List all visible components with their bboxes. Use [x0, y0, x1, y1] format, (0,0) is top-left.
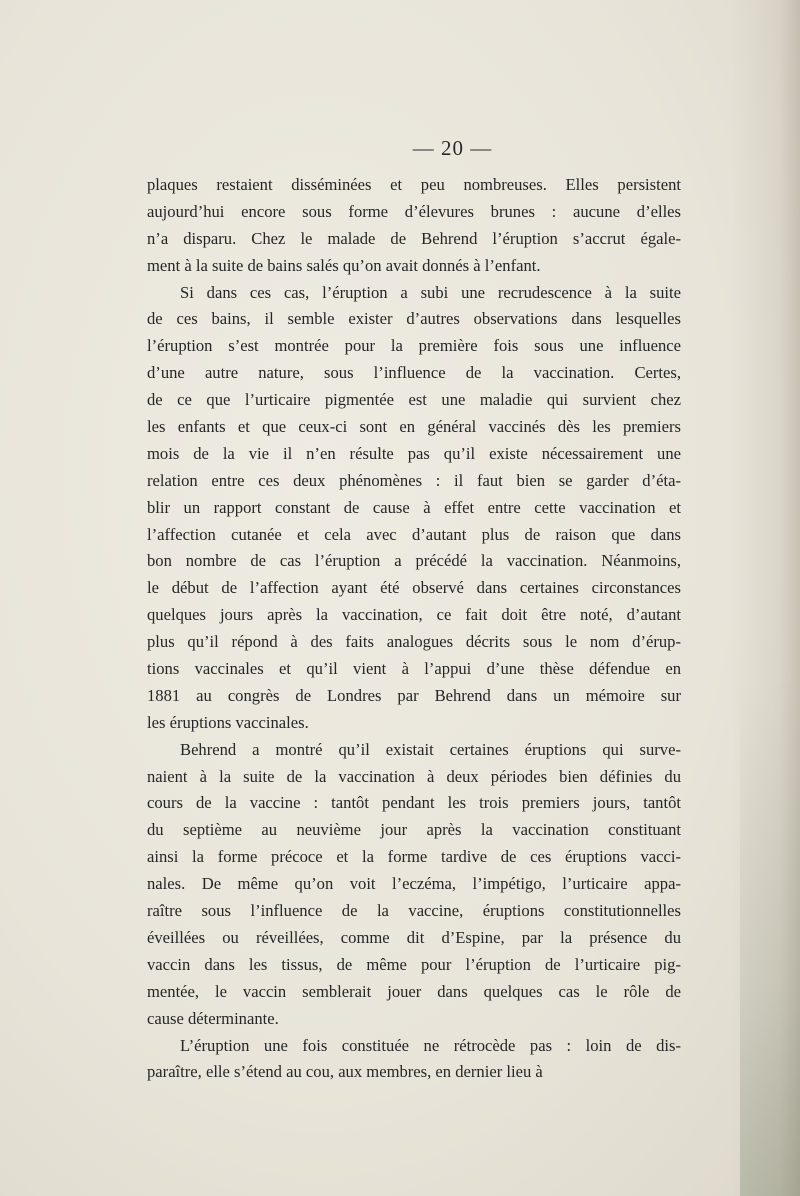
text-line: plus qu’il répond à des faits analogues décrits sous le nom d’érup-: [147, 632, 681, 652]
paragraph: [147, 280, 681, 737]
text-line: Si dans ces cas, l’éruption a subi une recrudescence à la suite: [180, 282, 681, 302]
text-line: plaques restaient disséminées et peu nombreuses. Elles persistent: [147, 175, 681, 194]
text-line: tions vaccinales et qu’il vient à l’appui d’une thèse défendue en: [147, 659, 681, 679]
text-line: l’affection cutanée et cela avec d’autant plus de raison que dans: [147, 524, 681, 544]
text-line: mentée, le vaccin semblerait jouer dans quelques cas le rôle de: [147, 981, 681, 1001]
text-line: l’éruption s’est montrée pour la première fois sous une influence: [147, 336, 681, 356]
text-line: nales. De même qu’on voit l’eczéma, l’impétigo, l’urticaire appa-: [147, 874, 681, 894]
text-line: bon nombre de cas l’éruption a précédé la vaccination. Néanmoins,: [147, 551, 681, 571]
text-line: naient à la suite de la vaccination à deux périodes bien définies du: [147, 766, 681, 786]
text-line: paraître, elle s’étend au cou, aux membres, en dernier lieu à: [147, 1062, 543, 1082]
page-number: — 20 —: [412, 136, 493, 160]
text-line: L’éruption une fois constituée ne rétrocède pas : loin de dis-: [180, 1035, 681, 1055]
text-line: blir un rapport constant de cause à effet entre cette vaccination et: [147, 497, 681, 517]
text-line: le début de l’affection ayant été observé dans certaines circonstances: [147, 578, 681, 598]
text-line: cours de la vaccine : tantôt pendant les trois premiers jours, tantôt: [147, 793, 681, 813]
text-line: mois de la vie il n’en résulte pas qu’il existe nécessairement une: [147, 443, 681, 463]
text-line: de ces bains, il semble exister d’autres observations dans lesquelles: [147, 309, 681, 329]
paragraph: [147, 737, 681, 1033]
body-text: [147, 172, 681, 1086]
text-line: Behrend a montré qu’il existait certaines éruptions qui surve-: [180, 739, 681, 759]
text-line: les enfants et que ceux-ci sont en général vaccinés dès les premiers: [147, 417, 681, 437]
text-line: quelques jours après la vaccination, ce fait doit être noté, d’autant: [147, 605, 681, 625]
text-line: les éruptions vaccinales.: [147, 712, 309, 732]
text-line: relation entre ces deux phénomènes : il faut bien se garder d’éta-: [147, 470, 681, 490]
text-line: du septième au neuvième jour après la vaccination constituant: [147, 820, 681, 840]
page-edge-stain: [740, 676, 800, 1196]
text-line: cause déterminante.: [147, 1008, 279, 1028]
text-line: de ce que l’urticaire pigmentée est une maladie qui survient chez: [147, 390, 681, 410]
text-line: raître sous l’influence de la vaccine, éruptions constitutionnelles: [147, 901, 681, 921]
text-line: aujourd’hui encore sous forme d’élevures brunes : aucune d’elles: [147, 201, 681, 221]
text-line: n’a disparu. Chez le malade de Behrend l’éruption s’accrut égale-: [147, 228, 681, 248]
text-line: éveillées ou réveillées, comme dit d’Espine, par la présence du: [147, 927, 681, 947]
paragraph: [147, 172, 681, 280]
text-line: ment à la suite de bains salés qu’on avait donnés à l’enfant.: [147, 255, 541, 275]
text-line: ainsi la forme précoce et la forme tardive de ces éruptions vacci-: [147, 847, 681, 867]
text-line: 1881 au congrès de Londres par Behrend dans un mémoire sur: [147, 685, 681, 705]
text-line: d’une autre nature, sous l’influence de la vaccination. Certes,: [147, 363, 681, 383]
text-line: vaccin dans les tissus, de même pour l’éruption de l’urticaire pig-: [147, 954, 681, 974]
paragraph: [147, 1033, 681, 1087]
